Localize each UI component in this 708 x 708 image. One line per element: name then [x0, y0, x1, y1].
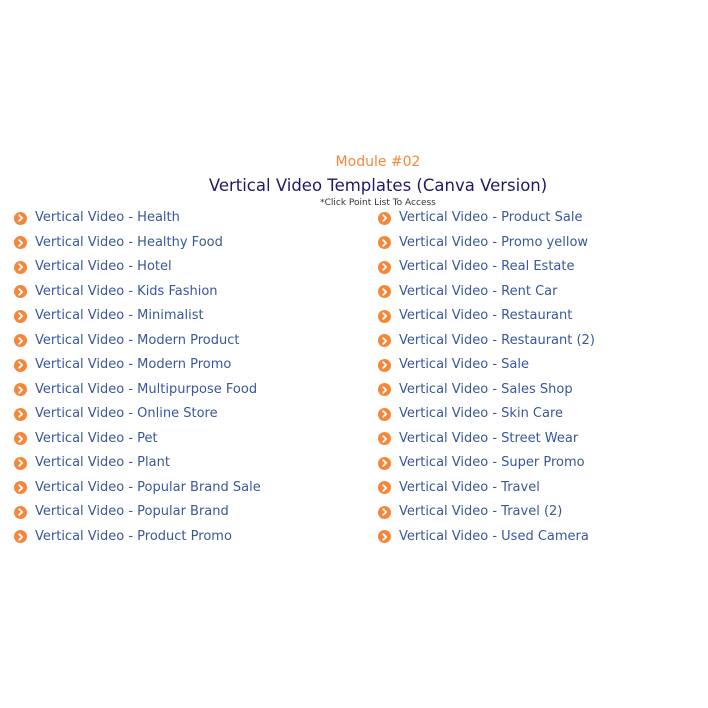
template-link[interactable]: Vertical Video - Healthy Food: [35, 234, 223, 250]
template-link[interactable]: Vertical Video - Used Camera: [399, 528, 589, 544]
template-list-item[interactable]: [14, 206, 354, 231]
template-list-left: [14, 206, 354, 549]
chevron-right-circle-icon: [378, 285, 391, 298]
chevron-right-circle-icon: [378, 506, 391, 519]
template-list-item[interactable]: [378, 402, 698, 427]
module-title: Vertical Video Templates (Canva Version): [208, 176, 548, 195]
template-list-item[interactable]: [14, 378, 354, 403]
template-link[interactable]: Vertical Video - Restaurant: [399, 308, 573, 324]
chevron-right-circle-icon: [378, 236, 391, 249]
template-list-right: [378, 206, 698, 549]
chevron-right-circle-icon: [378, 334, 391, 347]
chevron-right-circle-icon: [14, 506, 27, 519]
chevron-right-circle-icon: [378, 530, 391, 543]
template-link[interactable]: Vertical Video - Kids Fashion: [35, 283, 218, 299]
template-list-item[interactable]: [378, 231, 698, 256]
template-link[interactable]: Vertical Video - Plant: [35, 455, 170, 471]
template-list-item[interactable]: [14, 451, 354, 476]
chevron-right-circle-icon: [378, 261, 391, 274]
template-link[interactable]: Vertical Video - Online Store: [35, 406, 218, 422]
chevron-right-circle-icon: [378, 457, 391, 470]
template-list-item[interactable]: [14, 231, 354, 256]
template-list-item[interactable]: [14, 353, 354, 378]
chevron-right-circle-icon: [378, 212, 391, 225]
template-link[interactable]: Vertical Video - Modern Promo: [35, 357, 232, 373]
template-link[interactable]: Vertical Video - Modern Product: [35, 332, 240, 348]
template-list-item[interactable]: [14, 402, 354, 427]
template-list-item[interactable]: [14, 255, 354, 280]
module-label: Module #02: [335, 154, 421, 170]
template-list-item[interactable]: [378, 304, 698, 329]
template-list-item[interactable]: [14, 476, 354, 501]
chevron-right-circle-icon: [378, 481, 391, 494]
template-link[interactable]: Vertical Video - Multipurpose Food: [35, 381, 258, 397]
template-link[interactable]: Vertical Video - Super Promo: [399, 455, 585, 471]
template-link[interactable]: Vertical Video - Health: [35, 210, 180, 226]
template-link[interactable]: Vertical Video - Promo yellow: [399, 234, 589, 250]
template-list-item[interactable]: [14, 329, 354, 354]
template-link[interactable]: Vertical Video - Popular Brand Sale: [35, 479, 261, 495]
template-link[interactable]: Vertical Video - Street Wear: [399, 430, 579, 446]
chevron-right-circle-icon: [14, 285, 27, 298]
template-list-item[interactable]: [378, 451, 698, 476]
template-list-item[interactable]: [14, 280, 354, 305]
template-link[interactable]: Vertical Video - Sale: [399, 357, 529, 373]
chevron-right-circle-icon: [378, 432, 391, 445]
module-note: *Click Point List To Access: [320, 198, 436, 208]
template-link[interactable]: Vertical Video - Product Sale: [399, 210, 583, 226]
template-link[interactable]: Vertical Video - Sales Shop: [399, 381, 573, 397]
template-link[interactable]: Vertical Video - Restaurant (2): [399, 332, 595, 348]
chevron-right-circle-icon: [14, 236, 27, 249]
chevron-right-circle-icon: [378, 359, 391, 372]
chevron-right-circle-icon: [14, 261, 27, 274]
template-list-item[interactable]: [378, 255, 698, 280]
template-list-item[interactable]: [378, 378, 698, 403]
template-link[interactable]: Vertical Video - Minimalist: [35, 308, 204, 324]
template-list-item[interactable]: [14, 525, 354, 550]
template-list-item[interactable]: [378, 280, 698, 305]
template-list-item[interactable]: [378, 500, 698, 525]
chevron-right-circle-icon: [14, 310, 27, 323]
chevron-right-circle-icon: [378, 310, 391, 323]
template-link[interactable]: Vertical Video - Pet: [35, 430, 158, 446]
template-link[interactable]: Vertical Video - Skin Care: [399, 406, 564, 422]
template-link[interactable]: Vertical Video - Rent Car: [399, 283, 558, 299]
template-list-item[interactable]: [14, 427, 354, 452]
template-list-item[interactable]: [378, 476, 698, 501]
chevron-right-circle-icon: [14, 481, 27, 494]
chevron-right-circle-icon: [14, 432, 27, 445]
template-list-item[interactable]: [378, 329, 698, 354]
template-link[interactable]: Vertical Video - Hotel: [35, 259, 172, 275]
chevron-right-circle-icon: [378, 383, 391, 396]
template-list-item[interactable]: [14, 500, 354, 525]
template-list-item[interactable]: [378, 525, 698, 550]
template-list-item[interactable]: [378, 206, 698, 231]
chevron-right-circle-icon: [14, 408, 27, 421]
template-list-item[interactable]: [378, 427, 698, 452]
chevron-right-circle-icon: [14, 212, 27, 225]
template-link[interactable]: Vertical Video - Product Promo: [35, 528, 232, 544]
chevron-right-circle-icon: [14, 457, 27, 470]
template-link[interactable]: Vertical Video - Real Estate: [399, 259, 575, 275]
chevron-right-circle-icon: [378, 408, 391, 421]
chevron-right-circle-icon: [14, 530, 27, 543]
template-link[interactable]: Vertical Video - Travel: [399, 479, 540, 495]
template-link[interactable]: Vertical Video - Popular Brand: [35, 504, 229, 520]
template-link[interactable]: Vertical Video - Travel (2): [399, 504, 563, 520]
template-list-item[interactable]: [14, 304, 354, 329]
chevron-right-circle-icon: [14, 334, 27, 347]
chevron-right-circle-icon: [14, 383, 27, 396]
template-list-item[interactable]: [378, 353, 698, 378]
chevron-right-circle-icon: [14, 359, 27, 372]
